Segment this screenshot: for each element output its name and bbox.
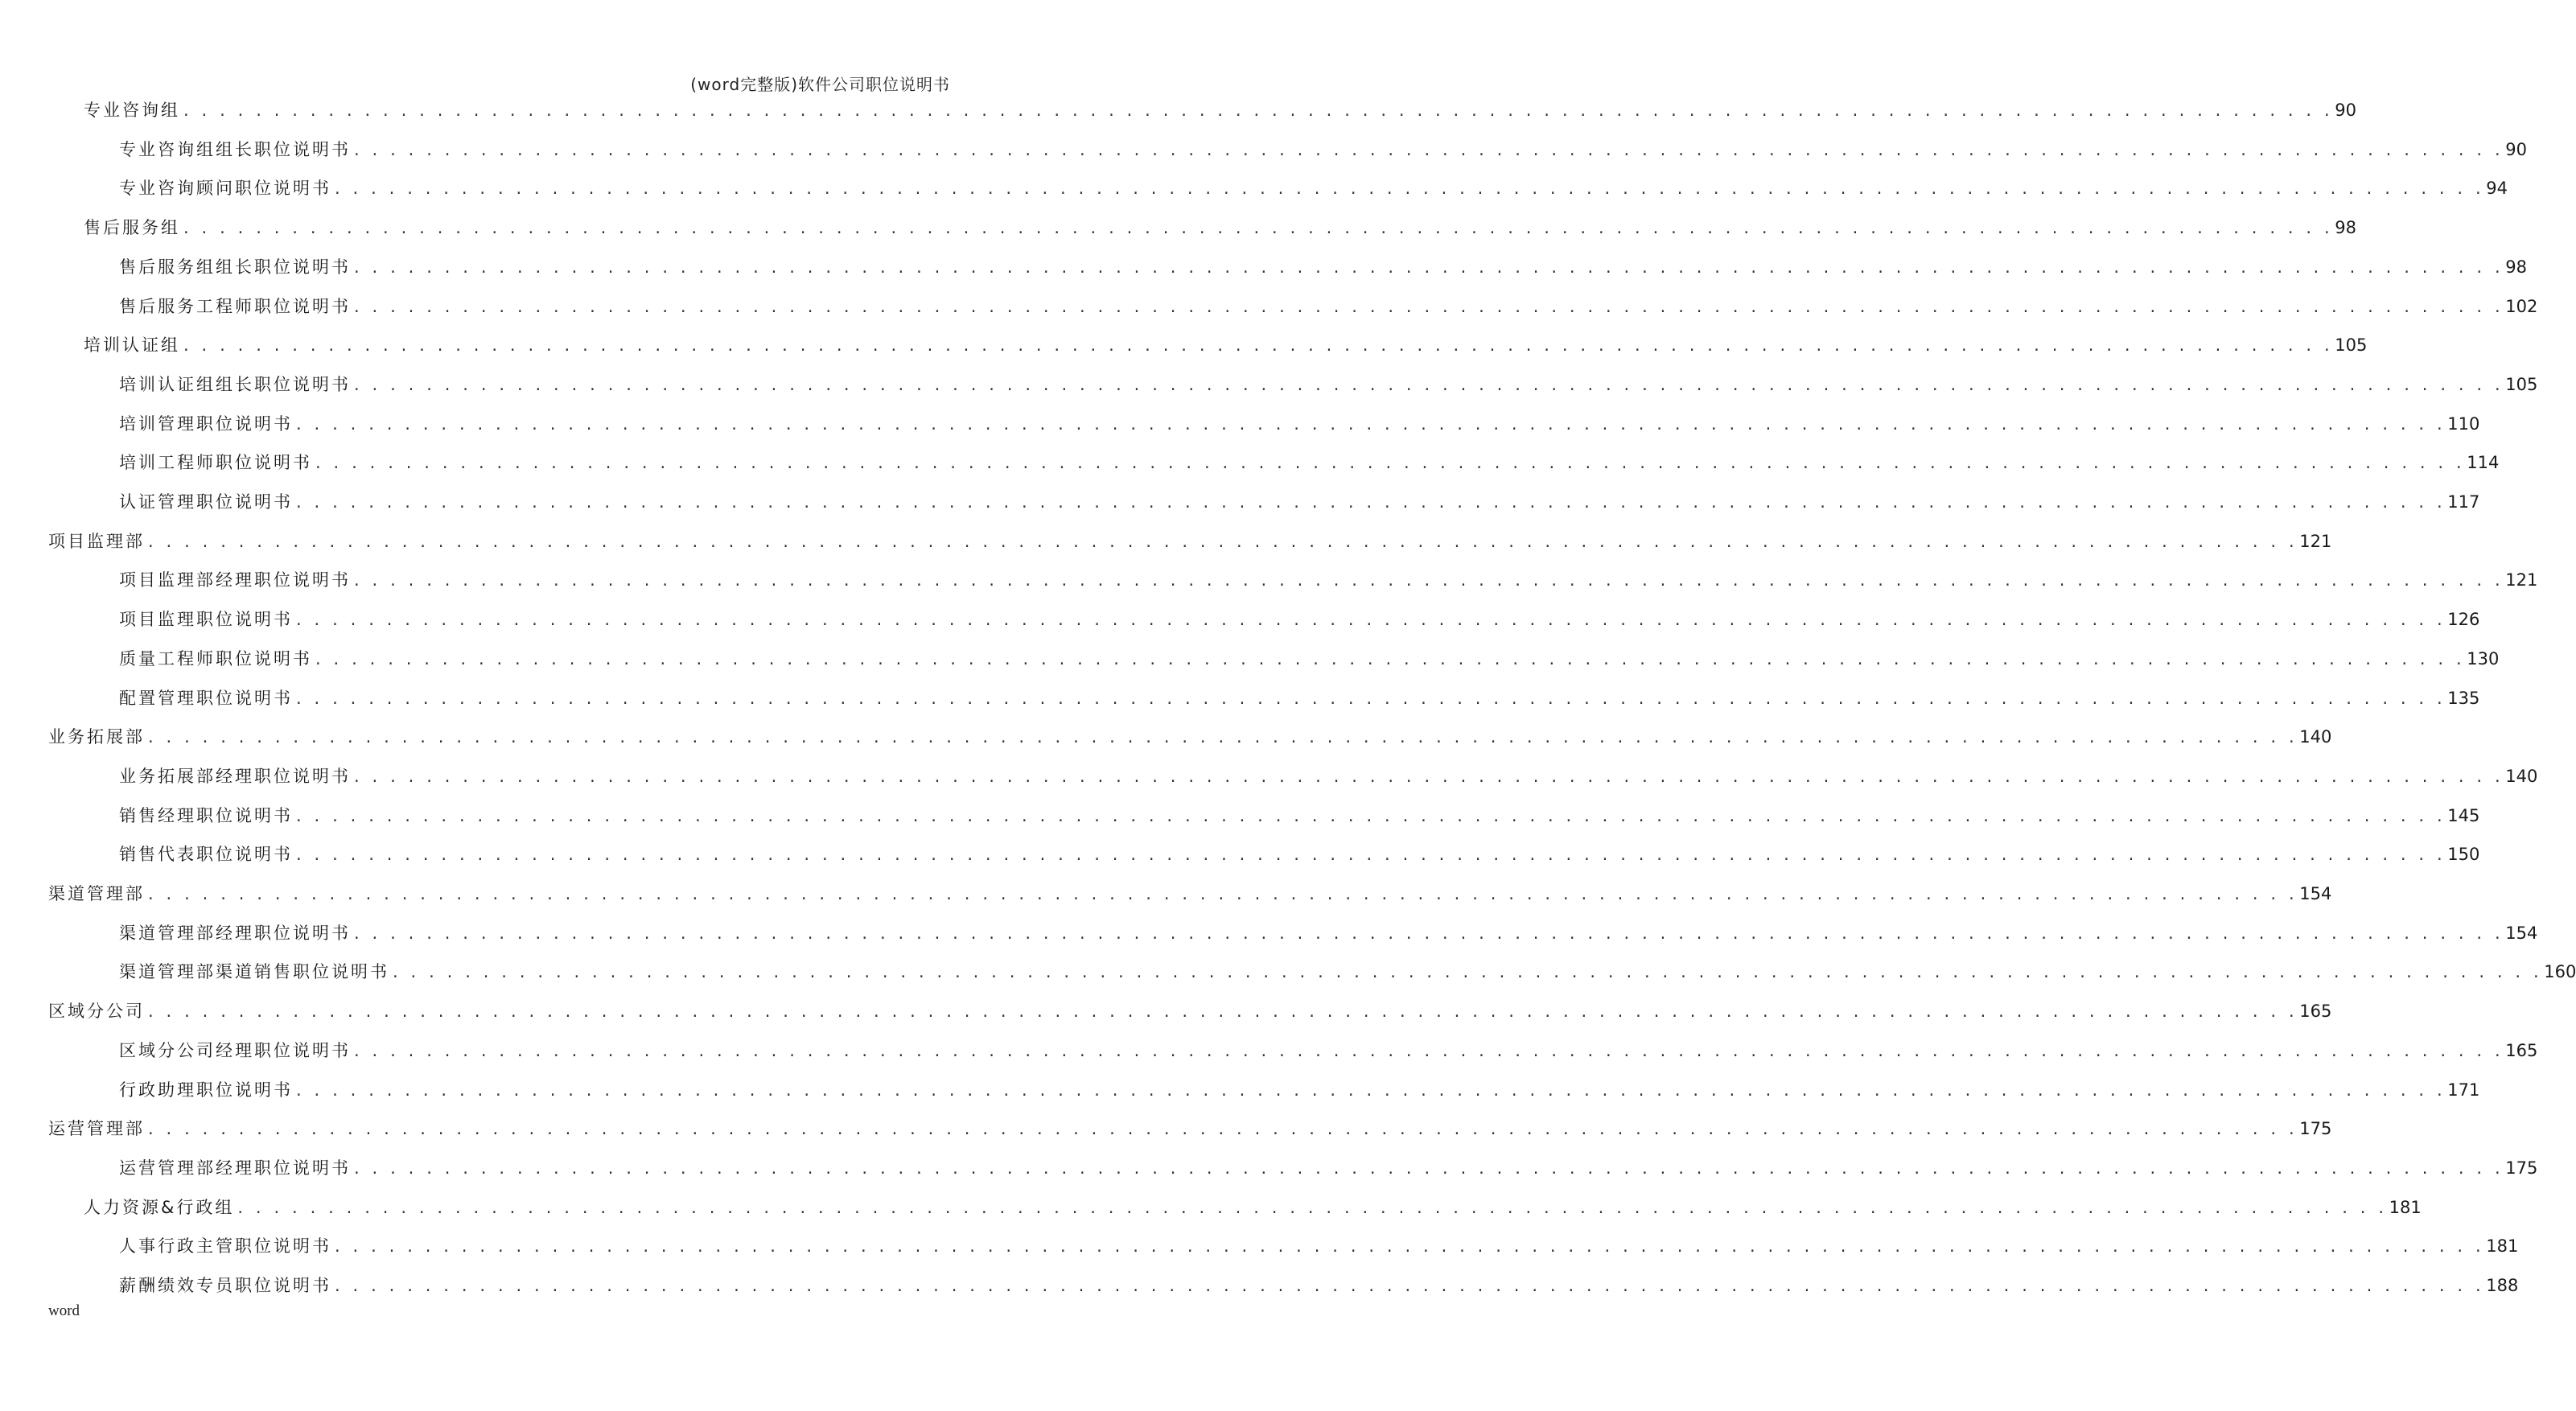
toc-page-number: 154 (2505, 924, 2538, 943)
page-footer: word (48, 1302, 80, 1319)
toc-entry[interactable] (119, 1077, 2480, 1101)
toc-page-number: 114 (2467, 453, 2500, 472)
toc-entry[interactable] (119, 646, 2500, 670)
toc-page-number: 175 (2505, 1158, 2538, 1178)
toc-page-number: 90 (2335, 101, 2356, 120)
toc-dot-leader: . . . . . . . . . . . . . . . . . . . . . . . . . . . . . . . . . . . . . . . . . . . . . . . . . . . . . . . . . . . . . . . . . . . . . . . . . . . . . . . . . . . . . . . . . . . . . . . . . . . . . . . . . . . . . . . . . . . . . . . (296, 610, 2446, 629)
toc-page-number: 140 (2505, 767, 2538, 786)
toc-entry-title: 专业咨询顾问职位说明书 (119, 179, 331, 198)
toc-entry-title: 人事行政主管职位说明书 (119, 1236, 331, 1256)
toc-entry[interactable] (119, 489, 2480, 513)
toc-entry[interactable] (48, 724, 2332, 748)
toc-entry[interactable] (119, 1038, 2538, 1062)
toc-dot-leader: . . . . . . . . . . . . . . . . . . . . . . . . . . . . . . . . . . . . . . . . . . . . . . . . . . . . . . . . . . . . . . . . . . . . . . . . . . . . . . . . . . . . . . . . . . . . . . . . . . . . . . . . . . . . . . . . . . . . . . . (183, 218, 2334, 237)
toc-entry-title: 销售代表职位说明书 (119, 845, 293, 864)
toc-page-number: 181 (2486, 1236, 2519, 1256)
toc-entry-title: 售后服务组 (84, 218, 180, 237)
toc-entry[interactable] (119, 685, 2480, 710)
toc-entry-title: 专业咨询组组长职位说明书 (119, 140, 351, 159)
toc-page-number: 121 (2299, 532, 2332, 551)
toc-page-number: 154 (2299, 884, 2332, 903)
toc-entry-title: 薪酬绩效专员职位说明书 (119, 1276, 331, 1295)
toc-entry[interactable] (48, 1116, 2332, 1140)
toc-entry[interactable] (119, 294, 2538, 318)
toc-page-number: 126 (2447, 610, 2480, 629)
toc-entry[interactable] (119, 175, 2508, 200)
toc-entry[interactable] (48, 998, 2332, 1022)
running-header: (word完整版)软件公司职位说明书 (690, 75, 950, 94)
toc-dot-leader: . . . . . . . . . . . . . . . . . . . . . . . . . . . . . . . . . . . . . . . . . . . . . . . . . . . . . . . . . . . . . . . . . . . . . . . . . . . . . . . . . . . . . . . . . . . . . . . . . . . . . . . . . . . . . . . . . . . . . . . (237, 1198, 2388, 1217)
toc-page-number: 110 (2447, 414, 2480, 434)
toc-entry-title: 运营管理部 (48, 1119, 145, 1138)
toc-entry[interactable] (119, 1273, 2519, 1297)
toc-page-number: 121 (2505, 570, 2538, 590)
toc-dot-leader: . . . . . . . . . . . . . . . . . . . . . . . . . . . . . . . . . . . . . . . . . . . . . . . . . . . . . . . . . . . . . . . . . . . . . . . . . . . . . . . . . . . . . . . . . . . . . . . . . . . . . . . . . . . . . . . . . . . . . . . (296, 806, 2446, 825)
toc-entry[interactable] (119, 254, 2527, 278)
toc-entry-title: 认证管理职位说明书 (119, 492, 293, 512)
toc-dot-leader: . . . . . . . . . . . . . . . . . . . . . . . . . . . . . . . . . . . . . . . . . . . . . . . . . . . . . . . . . . . . . . . . . . . . . . . . . . . . . . . . . . . . . . . . . . . . . . . . . . . . . . . . . . . . . . . . . . . . . . . (354, 297, 2504, 316)
toc-entry[interactable] (119, 137, 2527, 161)
toc-page-number: 105 (2335, 335, 2368, 355)
toc-dot-leader: . . . . . . . . . . . . . . . . . . . . . . . . . . . . . . . . . . . . . . . . . . . . . . . . . . . . . . . . . . . . . . . . . . . . . . . . . . . . . . . . . . . . . . . . . . . . . . . . . . . . . . . . . . . . . . . . . . . . . . . (354, 140, 2504, 159)
toc-entry[interactable] (119, 841, 2480, 866)
toc-entry-title: 渠道管理部经理职位说明书 (119, 924, 351, 943)
toc-entry[interactable] (119, 959, 2576, 983)
toc-entry-title: 销售经理职位说明书 (119, 806, 293, 825)
toc-entry-title: 业务拓展部经理职位说明书 (119, 767, 351, 786)
toc-dot-leader: . . . . . . . . . . . . . . . . . . . . . . . . . . . . . . . . . . . . . . . . . . . . . . . . . . . . . . . . . . . . . . . . . . . . . . . . . . . . . . . . . . . . . . . . . . . . . . . . . . . . . . . . . . . . . . . . . . . . . . . (148, 884, 2298, 903)
toc-page-number: 150 (2447, 845, 2480, 864)
toc-dot-leader: . . . . . . . . . . . . . . . . . . . . . . . . . . . . . . . . . . . . . . . . . . . . . . . . . . . . . . . . . . . . . . . . . . . . . . . . . . . . . . . . . . . . . . . . . . . . . . . . . . . . . . . . . . . . . . . . . . . . . . . (296, 414, 2446, 434)
toc-entry-title: 项目监理部 (48, 532, 145, 551)
toc-dot-leader: . . . . . . . . . . . . . . . . . . . . . . . . . . . . . . . . . . . . . . . . . . . . . . . . . . . . . . . . . . . . . . . . . . . . . . . . . . . . . . . . . . . . . . . . . . . . . . . . . . . . . . . . . . . . . . . . . . . . . . . (148, 727, 2298, 747)
toc-dot-leader: . . . . . . . . . . . . . . . . . . . . . . . . . . . . . . . . . . . . . . . . . . . . . . . . . . . . . . . . . . . . . . . . . . . . . . . . . . . . . . . . . . . . . . . . . . . . . . . . . . . . . . . . . . . . . . . . . . . . . . . (148, 1119, 2298, 1138)
toc-dot-leader: . . . . . . . . . . . . . . . . . . . . . . . . . . . . . . . . . . . . . . . . . . . . . . . . . . . . . . . . . . . . . . . . . . . . . . . . . . . . . . . . . . . . . . . . . . . . . . . . . . . . . . . . . . . . . . . . . . . . . . . (354, 375, 2504, 394)
toc-entry[interactable] (119, 450, 2500, 474)
toc-entry-title: 业务拓展部 (48, 727, 145, 747)
toc-entry[interactable] (48, 881, 2332, 905)
toc-page-number: 145 (2447, 806, 2480, 825)
toc-dot-leader: . . . . . . . . . . . . . . . . . . . . . . . . . . . . . . . . . . . . . . . . . . . . . . . . . . . . . . . . . . . . . . . . . . . . . . . . . . . . . . . . . . . . . . . . . . . . . . . . . . . . . . . . . . . . . . . . . . . . . . . (148, 532, 2298, 551)
toc-page-number: 165 (2299, 1002, 2332, 1021)
toc-entry[interactable] (119, 1155, 2538, 1179)
toc-entry-title: 渠道管理部 (48, 884, 145, 903)
toc-dot-leader: . . . . . . . . . . . . . . . . . . . . . . . . . . . . . . . . . . . . . . . . . . . . . . . . . . . . . . . . . . . . . . . . . . . . . . . . . . . . . . . . . . . . . . . . . . . . . . . . . . . . . . . . . . . . . . . . . . . . . . . (354, 1041, 2504, 1060)
toc-entry[interactable] (84, 1195, 2422, 1219)
toc-page-number: 188 (2486, 1276, 2519, 1295)
toc-dot-leader: . . . . . . . . . . . . . . . . . . . . . . . . . . . . . . . . . . . . . . . . . . . . . . . . . . . . . . . . . . . . . . . . . . . . . . . . . . . . . . . . . . . . . . . . . . . . . . . . . . . . . . . . . . . . . . . . . . . . . . . (148, 1002, 2298, 1021)
toc-dot-leader: . . . . . . . . . . . . . . . . . . . . . . . . . . . . . . . . . . . . . . . . . . . . . . . . . . . . . . . . . . . . . . . . . . . . . . . . . . . . . . . . . . . . . . . . . . . . . . . . . . . . . . . . . . . . . . . . . . . . . . . (335, 1236, 2485, 1256)
toc-entry-title: 区域分公司经理职位说明书 (119, 1041, 351, 1060)
toc-dot-leader: . . . . . . . . . . . . . . . . . . . . . . . . . . . . . . . . . . . . . . . . . . . . . . . . . . . . . . . . . . . . . . . . . . . . . . . . . . . . . . . . . . . . . . . . . . . . . . . . . . . . . . . . . . . . . . . . . . . . . . . (393, 962, 2543, 981)
toc-entry-title: 人力资源&行政组 (84, 1198, 235, 1217)
toc-entry-title: 渠道管理部渠道销售职位说明书 (119, 962, 389, 981)
toc-entry-title: 项目监理职位说明书 (119, 610, 293, 629)
toc-entry[interactable] (119, 920, 2538, 944)
toc-entry-title: 质量工程师职位说明书 (119, 649, 312, 668)
toc-entry-title: 售后服务组组长职位说明书 (119, 257, 351, 277)
toc-page-number: 135 (2447, 689, 2480, 708)
toc-dot-leader: . . . . . . . . . . . . . . . . . . . . . . . . . . . . . . . . . . . . . . . . . . . . . . . . . . . . . . . . . . . . . . . . . . . . . . . . . . . . . . . . . . . . . . . . . . . . . . . . . . . . . . . . . . . . . . . . . . . . . . . (335, 179, 2485, 198)
toc-page-number: 98 (2335, 218, 2356, 237)
toc-page-number: 90 (2505, 140, 2527, 159)
toc-dot-leader: . . . . . . . . . . . . . . . . . . . . . . . . . . . . . . . . . . . . . . . . . . . . . . . . . . . . . . . . . . . . . . . . . . . . . . . . . . . . . . . . . . . . . . . . . . . . . . . . . . . . . . . . . . . . . . . . . . . . . . . (315, 649, 2466, 668)
toc-entry[interactable] (84, 97, 2356, 121)
toc-entry[interactable] (119, 1233, 2519, 1257)
toc-entry-title: 配置管理职位说明书 (119, 689, 293, 708)
toc-entry-title: 项目监理部经理职位说明书 (119, 570, 351, 590)
toc-page-number: 181 (2389, 1198, 2422, 1217)
toc-entry[interactable] (48, 529, 2332, 553)
toc-page-number: 105 (2505, 375, 2538, 394)
toc-page-number: 140 (2299, 727, 2332, 747)
toc-entry-title: 区域分公司 (48, 1002, 145, 1021)
toc-entry[interactable] (119, 763, 2538, 788)
toc-entry-title: 专业咨询组 (84, 101, 180, 120)
toc-dot-leader: . . . . . . . . . . . . . . . . . . . . . . . . . . . . . . . . . . . . . . . . . . . . . . . . . . . . . . . . . . . . . . . . . . . . . . . . . . . . . . . . . . . . . . . . . . . . . . . . . . . . . . . . . . . . . . . . . . . . . . . (335, 1276, 2485, 1295)
toc-dot-leader: . . . . . . . . . . . . . . . . . . . . . . . . . . . . . . . . . . . . . . . . . . . . . . . . . . . . . . . . . . . . . . . . . . . . . . . . . . . . . . . . . . . . . . . . . . . . . . . . . . . . . . . . . . . . . . . . . . . . . . . (296, 1080, 2446, 1100)
toc-entry-title: 培训管理职位说明书 (119, 414, 293, 434)
toc-dot-leader: . . . . . . . . . . . . . . . . . . . . . . . . . . . . . . . . . . . . . . . . . . . . . . . . . . . . . . . . . . . . . . . . . . . . . . . . . . . . . . . . . . . . . . . . . . . . . . . . . . . . . . . . . . . . . . . . . . . . . . . (354, 257, 2504, 277)
toc-entry[interactable] (84, 332, 2368, 356)
toc-dot-leader: . . . . . . . . . . . . . . . . . . . . . . . . . . . . . . . . . . . . . . . . . . . . . . . . . . . . . . . . . . . . . . . . . . . . . . . . . . . . . . . . . . . . . . . . . . . . . . . . . . . . . . . . . . . . . . . . . . . . . . . (354, 1158, 2504, 1178)
toc-entry[interactable] (119, 411, 2480, 435)
toc-entry[interactable] (119, 372, 2538, 396)
toc-dot-leader: . . . . . . . . . . . . . . . . . . . . . . . . . . . . . . . . . . . . . . . . . . . . . . . . . . . . . . . . . . . . . . . . . . . . . . . . . . . . . . . . . . . . . . . . . . . . . . . . . . . . . . . . . . . . . . . . . . . . . . . (183, 101, 2334, 120)
toc-entry[interactable] (119, 567, 2538, 591)
toc-entry-title: 培训认证组组长职位说明书 (119, 375, 351, 394)
toc-page-number: 160 (2544, 962, 2576, 981)
toc-entry-title: 培训工程师职位说明书 (119, 453, 312, 472)
toc-entry[interactable] (119, 607, 2480, 631)
toc-dot-leader: . . . . . . . . . . . . . . . . . . . . . . . . . . . . . . . . . . . . . . . . . . . . . . . . . . . . . . . . . . . . . . . . . . . . . . . . . . . . . . . . . . . . . . . . . . . . . . . . . . . . . . . . . . . . . . . . . . . . . . . (354, 767, 2504, 786)
toc-entry[interactable] (119, 803, 2480, 827)
toc-entry-title: 培训认证组 (84, 335, 180, 355)
toc-page-number: 117 (2447, 492, 2480, 512)
toc-page-number: 98 (2505, 257, 2527, 277)
toc-dot-leader: . . . . . . . . . . . . . . . . . . . . . . . . . . . . . . . . . . . . . . . . . . . . . . . . . . . . . . . . . . . . . . . . . . . . . . . . . . . . . . . . . . . . . . . . . . . . . . . . . . . . . . . . . . . . . . . . . . . . . . . (315, 453, 2466, 472)
toc-page-number: 175 (2299, 1119, 2332, 1138)
toc-page-number: 165 (2505, 1041, 2538, 1060)
toc-entry[interactable] (84, 215, 2356, 239)
toc-page-number: 102 (2505, 297, 2538, 316)
toc-dot-leader: . . . . . . . . . . . . . . . . . . . . . . . . . . . . . . . . . . . . . . . . . . . . . . . . . . . . . . . . . . . . . . . . . . . . . . . . . . . . . . . . . . . . . . . . . . . . . . . . . . . . . . . . . . . . . . . . . . . . . . . (354, 924, 2504, 943)
toc-dot-leader: . . . . . . . . . . . . . . . . . . . . . . . . . . . . . . . . . . . . . . . . . . . . . . . . . . . . . . . . . . . . . . . . . . . . . . . . . . . . . . . . . . . . . . . . . . . . . . . . . . . . . . . . . . . . . . . . . . . . . . . (296, 689, 2446, 708)
toc-page-number: 94 (2486, 179, 2508, 198)
toc-entry-title: 运营管理部经理职位说明书 (119, 1158, 351, 1178)
toc-page-number: 130 (2467, 649, 2500, 668)
toc-entry-title: 行政助理职位说明书 (119, 1080, 293, 1100)
toc-page-number: 171 (2447, 1080, 2480, 1100)
toc-dot-leader: . . . . . . . . . . . . . . . . . . . . . . . . . . . . . . . . . . . . . . . . . . . . . . . . . . . . . . . . . . . . . . . . . . . . . . . . . . . . . . . . . . . . . . . . . . . . . . . . . . . . . . . . . . . . . . . . . . . . . . . (354, 570, 2504, 590)
toc-dot-leader: . . . . . . . . . . . . . . . . . . . . . . . . . . . . . . . . . . . . . . . . . . . . . . . . . . . . . . . . . . . . . . . . . . . . . . . . . . . . . . . . . . . . . . . . . . . . . . . . . . . . . . . . . . . . . . . . . . . . . . . (296, 845, 2446, 864)
toc-dot-leader: . . . . . . . . . . . . . . . . . . . . . . . . . . . . . . . . . . . . . . . . . . . . . . . . . . . . . . . . . . . . . . . . . . . . . . . . . . . . . . . . . . . . . . . . . . . . . . . . . . . . . . . . . . . . . . . . . . . . . . . (296, 492, 2446, 512)
toc-entry-title: 售后服务工程师职位说明书 (119, 297, 351, 316)
toc-dot-leader: . . . . . . . . . . . . . . . . . . . . . . . . . . . . . . . . . . . . . . . . . . . . . . . . . . . . . . . . . . . . . . . . . . . . . . . . . . . . . . . . . . . . . . . . . . . . . . . . . . . . . . . . . . . . . . . . . . . . . . . (183, 335, 2334, 355)
